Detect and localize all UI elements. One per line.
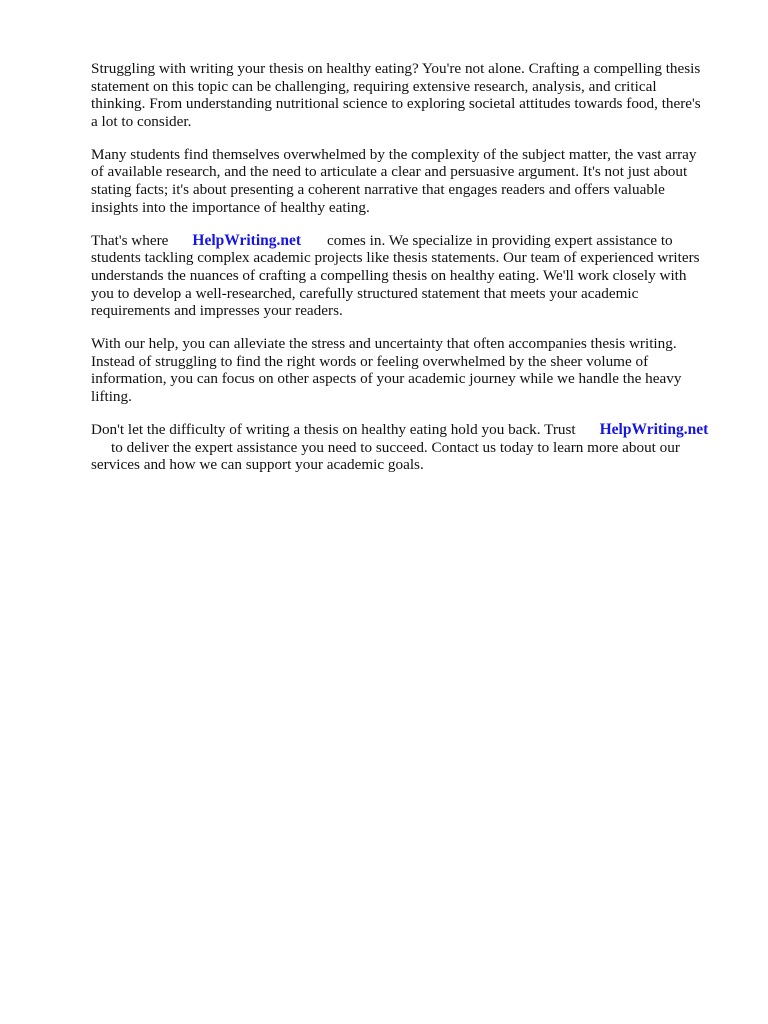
paragraph-benefits: [91, 335, 731, 405]
text-line: statement on this topic can be challenging, requiring extensive research, analysis, and critical: [91, 77, 657, 95]
text-segment: Don't let the difficulty of writing a thesis on healthy eating hold you back. Trust: [91, 421, 576, 439]
text-line: [91, 421, 731, 439]
text-line: insights into the importance of healthy eating.: [91, 198, 370, 216]
text-segment: comes in. We specialize in providing expert assistance to: [327, 231, 673, 249]
text-line: you to develop a well-researched, carefully structured statement that meets your academic: [91, 284, 639, 302]
text-line: [91, 232, 731, 250]
text-line: a lot to consider.: [91, 112, 192, 130]
helpwriting-link[interactable]: HelpWriting.net: [192, 231, 302, 249]
text-line: students tackling complex academic projects like thesis statements. Our team of experienced writers: [91, 249, 700, 267]
paragraph-intro: [91, 60, 731, 130]
paragraph-challenges: [91, 146, 731, 216]
text-line: lifting.: [91, 388, 132, 405]
text-line: stating facts; it's about presenting a coherent narrative that engages readers and offers valuable: [91, 181, 665, 199]
text-line: thinking. From understanding nutritional science to exploring societal attitudes towards food, there's: [91, 95, 701, 113]
text-line: Struggling with writing your thesis on healthy eating? You're not alone. Crafting a compelling thesis: [91, 60, 701, 77]
text-line: services and how we can support your academic goals.: [91, 456, 424, 474]
text-line: of available research, and the need to articulate a clear and persuasive argument. It's not just about: [91, 163, 688, 181]
text-segment: That's where: [91, 231, 169, 249]
text-line: Instead of struggling to find the right words or feeling overwhelmed by the sheer volume of: [91, 352, 649, 370]
text-line: requirements and impresses your readers.: [91, 302, 343, 320]
paragraph-service: [91, 232, 731, 320]
paragraph-call-to-action: [91, 421, 731, 474]
document-body: [91, 60, 731, 489]
text-line: understands the nuances of crafting a compelling thesis on healthy eating. We'll work closely with: [91, 266, 687, 284]
text-line: Many students find themselves overwhelmed by the complexity of the subject matter, the vast array: [91, 145, 697, 163]
text-line: With our help, you can alleviate the stress and uncertainty that often accompanies thesis writing.: [91, 335, 677, 353]
text-line: information, you can focus on other aspects of your academic journey while we handle the heavy: [91, 370, 682, 388]
text-line: to deliver the expert assistance you need to succeed. Contact us today to learn more about our: [111, 438, 680, 456]
helpwriting-link[interactable]: HelpWriting.net: [599, 421, 709, 439]
